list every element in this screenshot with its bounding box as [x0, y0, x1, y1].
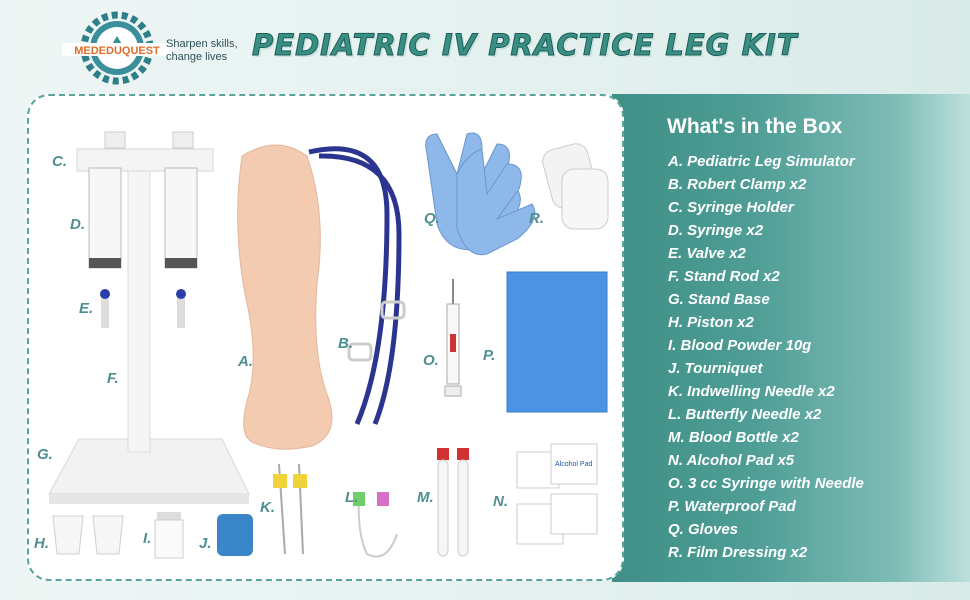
piston-cups [53, 516, 123, 554]
brand-name: MEDEDUQUEST [74, 45, 160, 57]
list-item: H. Piston x2 [668, 314, 754, 331]
tagline-line2: change lives [166, 51, 228, 63]
blood-powder-bottle [155, 512, 183, 558]
stand-rod [128, 162, 150, 452]
list-item: A. Pediatric Leg Simulator [668, 153, 855, 170]
label-r: R. [529, 210, 544, 227]
label-b: B. [338, 335, 353, 352]
list-item: C. Syringe Holder [668, 199, 794, 216]
pediatric-leg [238, 145, 332, 449]
header [0, 0, 970, 92]
butterfly-needles [353, 492, 397, 557]
list-item: F. Stand Rod x2 [668, 268, 780, 285]
brand-logo [62, 10, 172, 85]
tagline-line1: Sharpen skills, [166, 38, 238, 50]
list-item: K. Indwelling Needle x2 [668, 383, 835, 400]
label-e: E. [79, 300, 94, 317]
label-k: K. [260, 499, 275, 516]
label-c: C. [52, 153, 67, 170]
label-o: O. [423, 352, 439, 369]
film-dressing [540, 141, 608, 229]
label-m: M. [417, 489, 434, 506]
label-p: P. [483, 347, 496, 364]
list-item: D. Syringe x2 [668, 222, 764, 239]
label-l: L. [345, 489, 359, 506]
label-h: H. [34, 535, 49, 552]
list-item: G. Stand Base [668, 291, 770, 308]
label-f: F. [107, 370, 119, 387]
product-illustration [27, 94, 624, 581]
tourniquet [217, 514, 253, 556]
alcohol-pad-text: Alcohol Pad [555, 461, 593, 468]
label-q: Q. [424, 210, 440, 227]
list-item: E. Valve x2 [668, 245, 746, 262]
list-item: L. Butterfly Needle x2 [668, 406, 822, 423]
label-a: A. [238, 353, 253, 370]
waterproof-pad [507, 272, 607, 412]
contents-list [668, 150, 864, 564]
page-title: PEDIATRIC IV PRACTICE LEG KIT [252, 28, 798, 62]
gloves [426, 133, 535, 255]
list-item: M. Blood Bottle x2 [668, 429, 799, 446]
list-item: Q. Gloves [668, 521, 739, 538]
label-j: J. [199, 535, 212, 552]
list-item: I. Blood Powder 10g [668, 337, 812, 354]
contents-heading: What's in the Box [667, 115, 843, 138]
label-n: N. [493, 493, 508, 510]
list-item: N. Alcohol Pad x5 [668, 452, 795, 469]
indwelling-needles [273, 464, 307, 554]
three-cc-syringe [445, 279, 461, 396]
brand-tagline [166, 38, 238, 64]
list-item: J. Tourniquet [668, 360, 763, 377]
list-item: R. Film Dressing x2 [668, 544, 808, 561]
list-item: O. 3 cc Syringe with Needle [668, 475, 864, 492]
blood-bottles [437, 448, 469, 556]
list-item: B. Robert Clamp x2 [668, 176, 807, 193]
label-i: I. [143, 530, 152, 547]
label-g: G. [37, 446, 53, 463]
list-item: P. Waterproof Pad [668, 498, 796, 515]
label-d: D. [70, 216, 85, 233]
alcohol-pads [517, 444, 597, 544]
